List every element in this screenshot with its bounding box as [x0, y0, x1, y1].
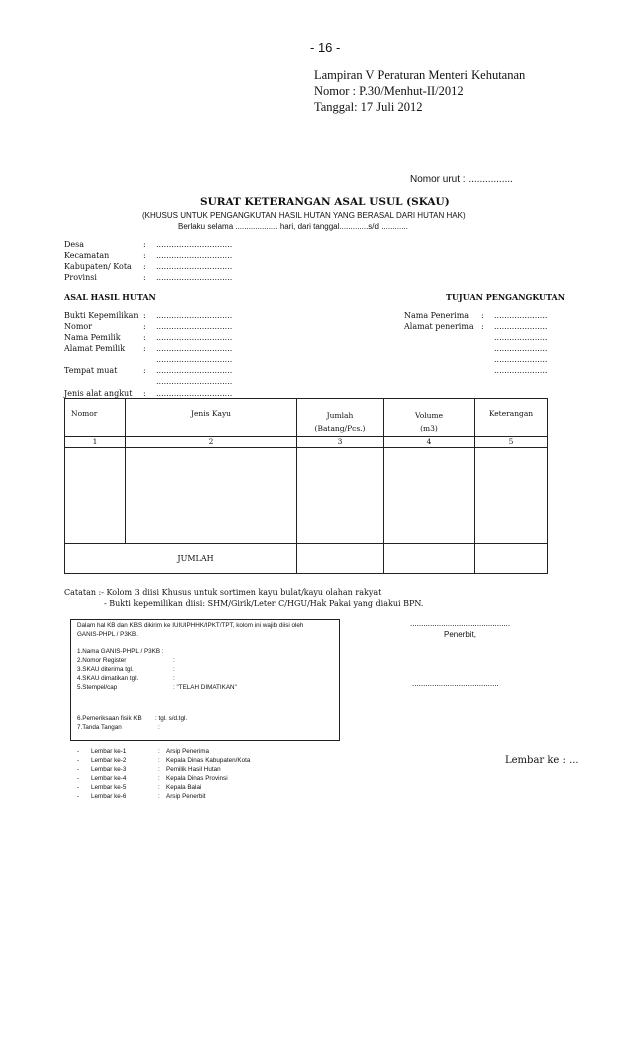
- lembar-3-label: Lembar ke-3: [91, 766, 127, 773]
- catatan-line-2: - Bukti kepemilikan diisi: SHM/Girik/Leter C/HGU/Hak Pakai yang diakui BPN.: [104, 599, 424, 608]
- lembar-3-dash: -: [77, 766, 80, 773]
- nama-pemilik-colon: :: [143, 333, 146, 342]
- lembar-4-dash: -: [77, 775, 80, 782]
- body-cell-1: [65, 448, 126, 544]
- catatan-line-1: Catatan :- Kolom 3 diisi Khusus untuk sortimen kayu bulat/kayu olahan rakyat: [64, 588, 382, 597]
- alamat-pemilik-value: ..............................: [156, 344, 233, 353]
- lembar-3-value: Pemilik Hasil Hutan: [166, 766, 221, 773]
- document-title: SURAT KETERANGAN ASAL USUL (SKAU): [200, 196, 450, 208]
- box-item-4-value: :: [173, 675, 175, 682]
- box-item-4: 4.SKAU dimatikan tgl.: [77, 675, 139, 682]
- lembar-1-value: Arsip Penerima: [166, 748, 210, 755]
- header-nomor: [65, 399, 126, 437]
- document-subtitle: (KHUSUS UNTUK PENGANGKUTAN HASIL HUTAN YANG BERASAL DARI HUTAN HAK): [142, 211, 466, 220]
- provinsi-value: ..............................: [156, 273, 233, 282]
- alamat-pemilik-colon: :: [143, 344, 146, 353]
- tujuan-heading: TUJUAN PENGANGKUTAN: [446, 292, 566, 302]
- provinsi-label: Provinsi: [64, 273, 97, 282]
- penerbit-signature-dots: .......................................: [412, 680, 499, 688]
- bukti-label: Bukti Kepemilikan: [64, 311, 139, 320]
- lembar-5-colon: :: [158, 784, 160, 791]
- desa-value: ..............................: [156, 240, 233, 249]
- lembar-6-dash: -: [77, 793, 80, 800]
- box-item-5-value: : "TELAH DIMATIKAN": [173, 684, 237, 691]
- tanggal-line: Tanggal: 17 Juli 2012: [314, 100, 423, 114]
- lampiran-line: Lampiran V Peraturan Menteri Kehutanan: [314, 68, 526, 82]
- lembar-2-dash: -: [77, 757, 80, 764]
- nomor-value: ..............................: [156, 322, 233, 331]
- total-volume: [384, 544, 475, 574]
- nama-pemilik-value: ..............................: [156, 333, 233, 342]
- col-number-3: 3: [297, 437, 384, 448]
- table-header-row: [65, 399, 548, 437]
- provinsi-colon: :: [143, 273, 146, 282]
- lembar-5-dash: -: [77, 784, 80, 791]
- lembar-5-value: Kepala Balai: [166, 784, 202, 791]
- lembar-6-label: Lembar ke-6: [91, 793, 127, 800]
- page-number: - 16 -: [310, 40, 341, 55]
- kecamatan-value: ..............................: [156, 251, 233, 260]
- lembar-6-value: Arsip Penerbit: [166, 793, 206, 800]
- alamat-pemilik-value-2: ..............................: [156, 355, 233, 364]
- header-jumlah: [297, 399, 384, 437]
- lembar-5-label: Lembar ke-5: [91, 784, 127, 791]
- alamat-penerima-value-2: .....................: [494, 333, 548, 342]
- box-item-1: 1.Nama GANIS-PHPL / P3KB :: [77, 648, 164, 655]
- box-item-2: 2.Nomor Register: [77, 657, 127, 664]
- body-cell-3: [297, 448, 384, 544]
- header-jumlah-sub: (Batang/Pcs.): [314, 424, 366, 433]
- penerbit-dots-top: .............................................: [410, 620, 511, 628]
- col-number-2: 2: [126, 437, 297, 448]
- kabupaten-colon: :: [143, 262, 146, 271]
- box-item-6-value: : tgl. s/d.tgl.: [155, 715, 188, 722]
- tempat-muat-value-2: ..............................: [156, 377, 233, 386]
- box-intro-2: GANIS-PHPL / P3KB.: [77, 631, 139, 638]
- header-jenis-kayu-text: Jenis Kayu: [190, 409, 232, 418]
- body-cell-2: [126, 448, 297, 544]
- alamat-penerima-label: Alamat penerima: [404, 322, 474, 331]
- box-item-7-value: :: [158, 724, 160, 731]
- tempat-muat-label: Tempat muat: [64, 366, 118, 375]
- nama-penerima-colon: :: [481, 311, 484, 320]
- nomor-colon: :: [143, 322, 146, 331]
- skau-table: [64, 398, 548, 574]
- alat-angkut-value: ..............................: [156, 389, 233, 398]
- alamat-penerima-colon: :: [481, 322, 484, 331]
- alat-angkut-colon: :: [143, 389, 146, 398]
- header-keterangan: [475, 399, 548, 437]
- col-number-1: 1: [65, 437, 126, 448]
- penerbit-label: Penerbit,: [444, 630, 477, 639]
- nomor-urut: Nomor urut : ................: [410, 174, 513, 185]
- box-item-5: 5.Stempel/cap: [77, 684, 118, 691]
- kabupaten-label: Kabupaten/ Kota: [64, 262, 132, 271]
- lembar-ke: Lembar ke : ...: [505, 755, 579, 766]
- nama-penerima-label: Nama Penerima: [404, 311, 470, 320]
- lembar-4-colon: :: [158, 775, 160, 782]
- header-jenis-kayu: [126, 399, 297, 437]
- header-nomor-text: Nomor: [71, 409, 98, 418]
- total-jumlah: [297, 544, 384, 574]
- body-cell-4: [384, 448, 475, 544]
- alamat-pemilik-label: Alamat Pemilik: [64, 344, 126, 353]
- nama-pemilik-label: Nama Pemilik: [64, 333, 121, 342]
- alamat-penerima-value-5: .....................: [494, 366, 548, 375]
- berlaku-line: Berlaku selama ................... hari, dari tanggal.............s/d ............: [178, 222, 408, 231]
- lembar-1-label: Lembar ke-1: [91, 748, 127, 755]
- table-body-row: [65, 448, 548, 544]
- lembar-4-label: Lembar ke-4: [91, 775, 127, 782]
- lembar-4-value: Kepala Dinas Provinsi: [166, 775, 228, 782]
- desa-label: Desa: [64, 240, 85, 249]
- alat-angkut-label: Jenis alat angkut: [64, 389, 133, 398]
- header-keterangan-text: Keterangan: [488, 409, 534, 418]
- asal-heading: ASAL HASIL HUTAN: [64, 292, 156, 302]
- header-jumlah-text: Jumlah: [326, 411, 354, 420]
- box-item-7: 7.Tanda Tangan: [77, 724, 122, 731]
- header-volume-sub: (m3): [420, 424, 438, 433]
- tempat-muat-colon: :: [143, 366, 146, 375]
- lembar-2-value: Kepala Dinas Kabupaten/Kota: [166, 757, 251, 764]
- nomor-label: Nomor: [64, 322, 93, 331]
- box-item-3-value: :: [173, 666, 175, 673]
- kecamatan-colon: :: [143, 251, 146, 260]
- total-label: JUMLAH: [65, 544, 297, 574]
- table-total-row: [65, 544, 548, 574]
- col-number-5: 5: [475, 437, 548, 448]
- total-keterangan: [475, 544, 548, 574]
- alamat-penerima-value-4: .....................: [494, 355, 548, 364]
- box-item-3: 3.SKAU diterima tgl.: [77, 666, 134, 673]
- alamat-penerima-value-3: .....................: [494, 344, 548, 353]
- box-item-6: 6.Pemeriksaan fisik KB: [77, 715, 142, 722]
- tempat-muat-value: ..............................: [156, 366, 233, 375]
- table-number-row: [65, 437, 548, 448]
- kecamatan-label: Kecamatan: [64, 251, 110, 260]
- body-cell-5: [475, 448, 548, 544]
- bukti-colon: :: [143, 311, 146, 320]
- col-number-4: 4: [384, 437, 475, 448]
- header-volume-text: Volume: [414, 411, 444, 420]
- kabupaten-value: ..............................: [156, 262, 233, 271]
- lembar-2-colon: :: [158, 757, 160, 764]
- lembar-6-colon: :: [158, 793, 160, 800]
- lembar-2-label: Lembar ke-2: [91, 757, 127, 764]
- desa-colon: :: [143, 240, 146, 249]
- box-intro-1: Dalam hal KB dan KBS dikirim ke IUIUIPHHK/IPKT/TPT, kolom ini wajib diisi oleh: [77, 622, 304, 629]
- box-item-2-value: :: [173, 657, 175, 664]
- nomor-peraturan-line: Nomor : P.30/Menhut-II/2012: [314, 84, 464, 98]
- lembar-1-colon: :: [158, 748, 160, 755]
- lembar-3-colon: :: [158, 766, 160, 773]
- alamat-penerima-value: .....................: [494, 322, 548, 331]
- nama-penerima-value: .....................: [494, 311, 548, 320]
- lembar-1-dash: -: [77, 748, 80, 755]
- bukti-value: ..............................: [156, 311, 233, 320]
- header-volume: [384, 399, 475, 437]
